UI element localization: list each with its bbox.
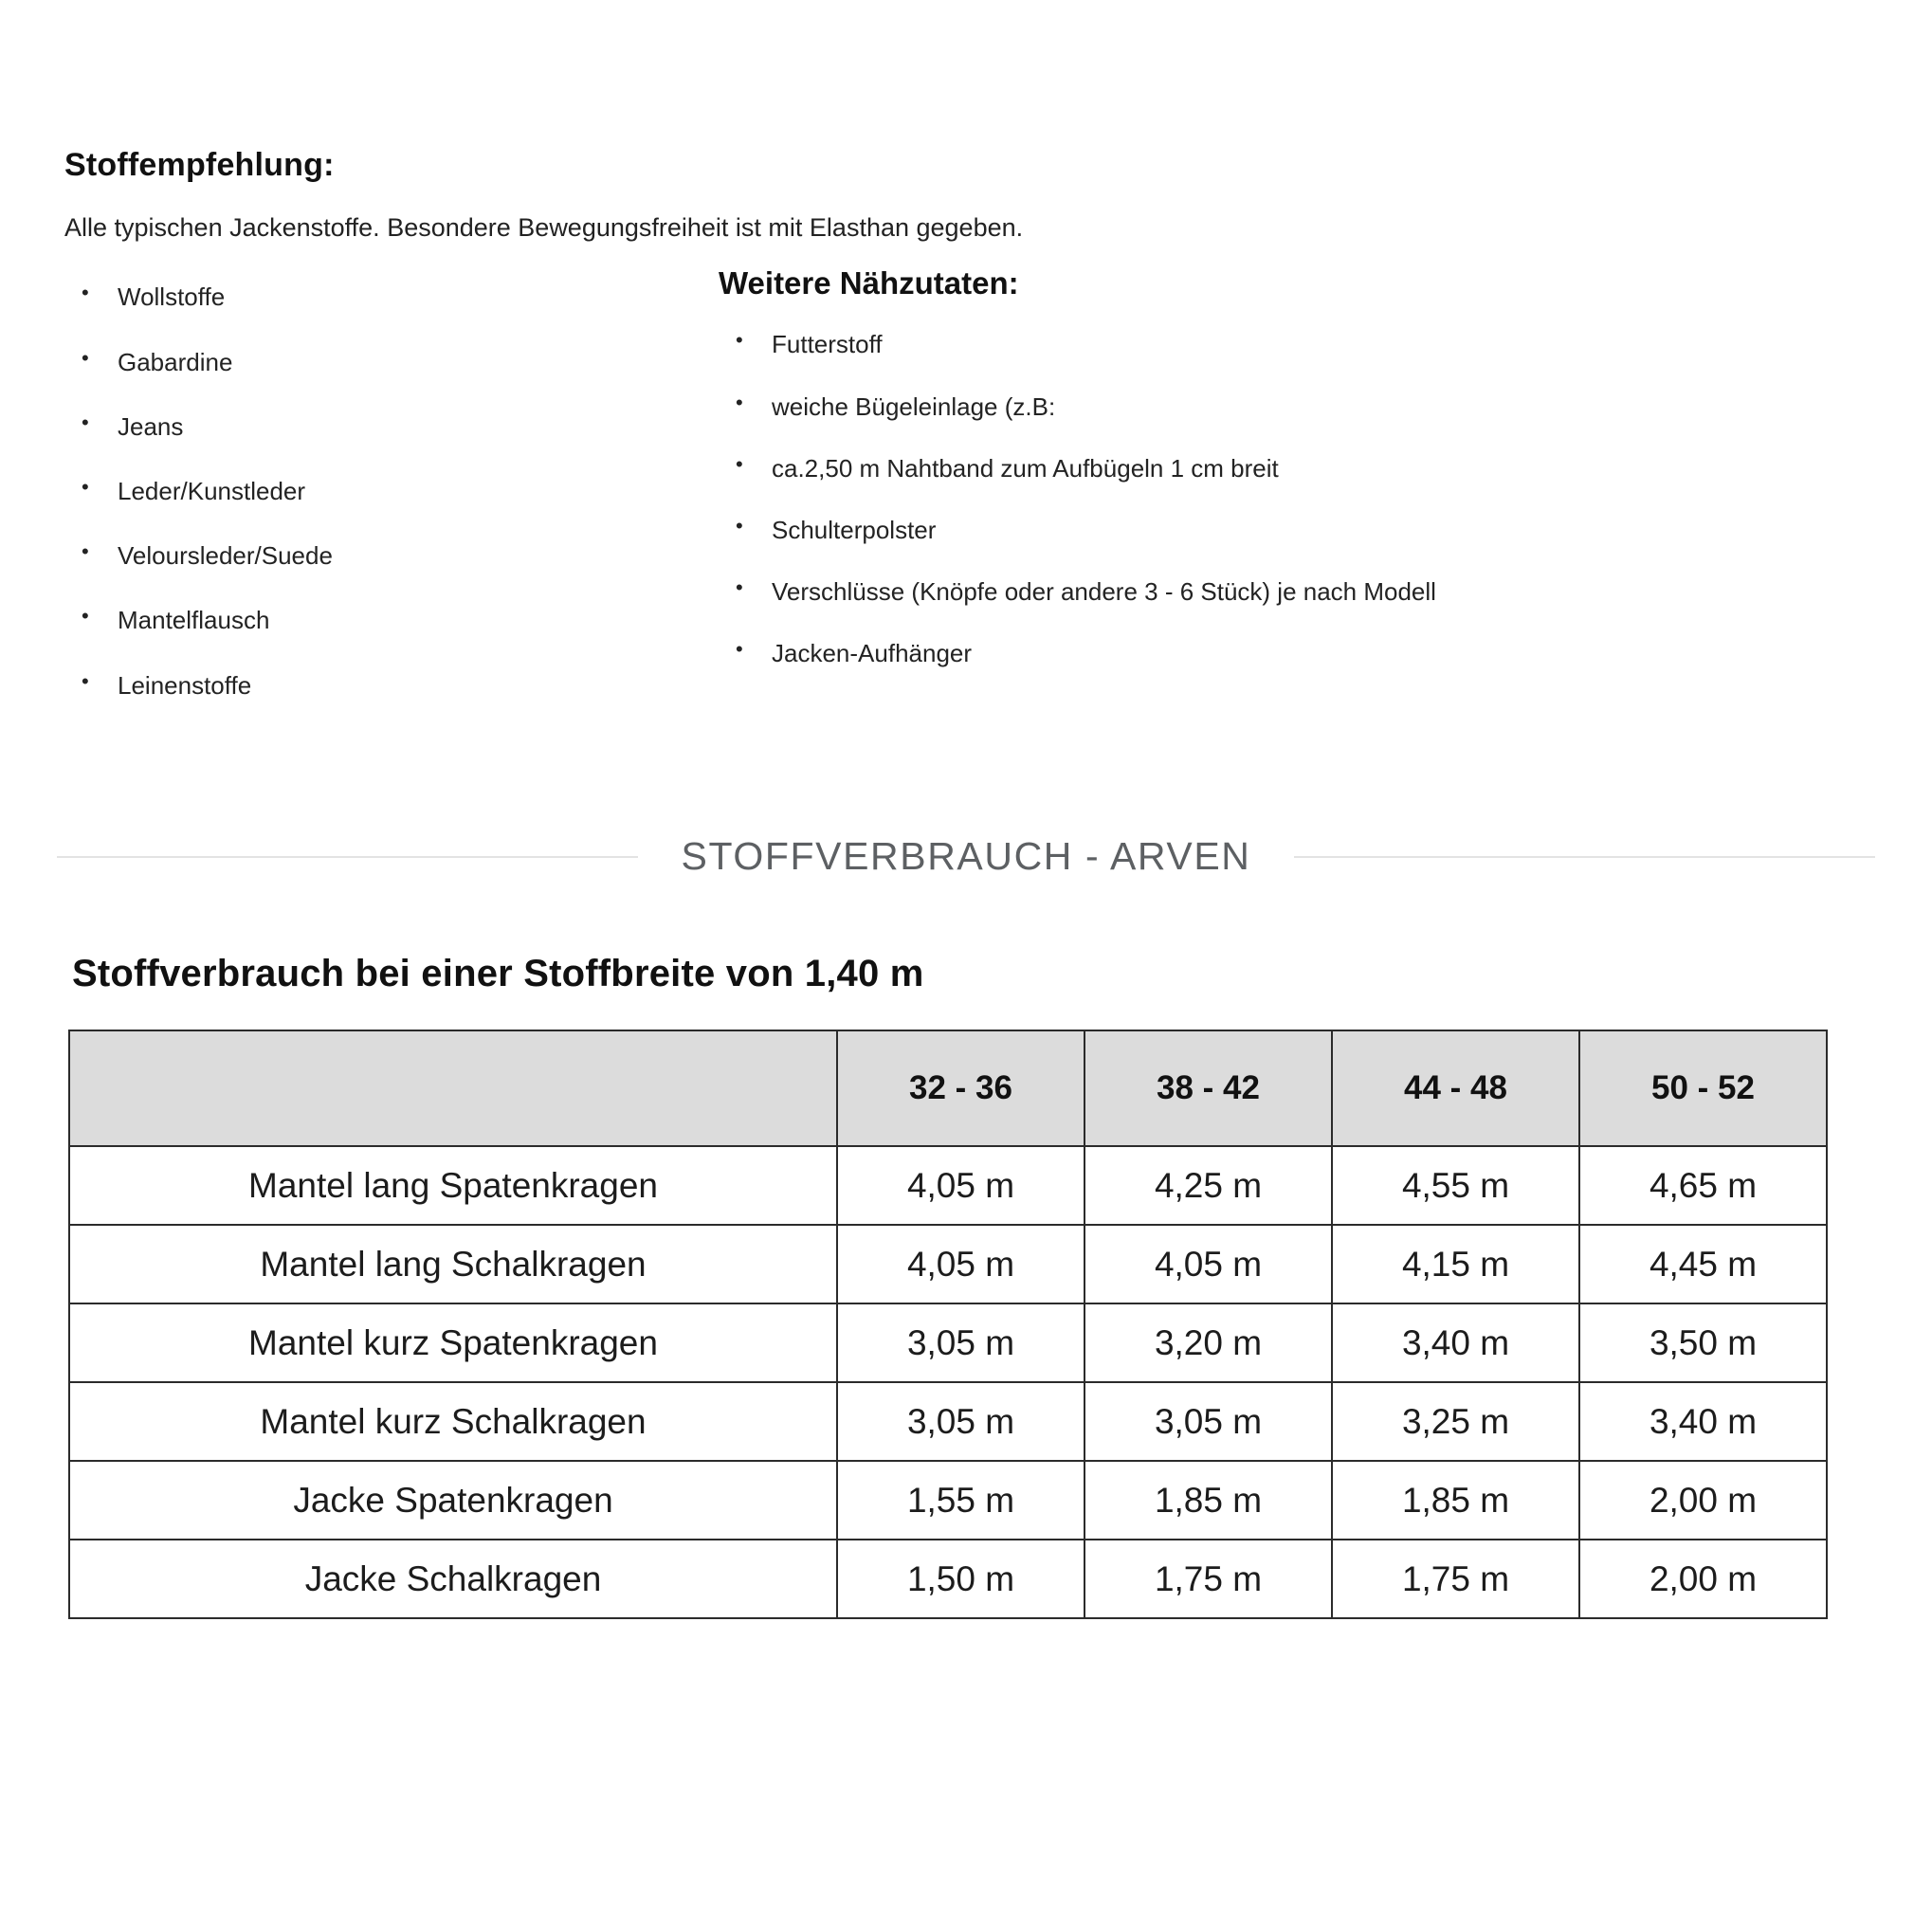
list-item: • Gabardine <box>64 348 719 377</box>
column-header-size-1: 32 - 36 <box>837 1030 1084 1146</box>
row-label: Mantel lang Schalkragen <box>69 1225 837 1303</box>
list-item: • Verschlüsse (Knöpfe oder andere 3 - 6 Stück) je nach Modell <box>719 577 1818 607</box>
notions-list <box>719 330 1818 668</box>
cell-value: 4,55 m <box>1332 1146 1579 1225</box>
cell-value: 4,25 m <box>1084 1146 1332 1225</box>
fabric-list <box>64 283 719 700</box>
table-header-row <box>69 1030 1827 1146</box>
column-header-size-2: 38 - 42 <box>1084 1030 1332 1146</box>
table-corner-cell <box>69 1030 837 1146</box>
list-item: • weiche Bügeleinlage (z.B: <box>719 392 1818 422</box>
cell-value: 4,05 m <box>837 1146 1084 1225</box>
divider-rule-left <box>57 856 638 858</box>
list-item: • Futterstoff <box>719 330 1818 359</box>
cell-value: 3,05 m <box>837 1382 1084 1461</box>
cell-value: 1,85 m <box>1084 1461 1332 1540</box>
cell-value: 3,05 m <box>1084 1382 1332 1461</box>
cell-value: 3,05 m <box>837 1303 1084 1382</box>
notions-column <box>719 265 1818 701</box>
table-row <box>69 1303 1827 1382</box>
cell-value: 1,55 m <box>837 1461 1084 1540</box>
column-header-size-3: 44 - 48 <box>1332 1030 1579 1146</box>
cell-value: 4,05 m <box>837 1225 1084 1303</box>
table-header <box>69 1030 1827 1146</box>
row-label: Jacke Schalkragen <box>69 1540 837 1618</box>
cell-value: 3,25 m <box>1332 1382 1579 1461</box>
cell-value: 1,75 m <box>1084 1540 1332 1618</box>
section-divider-title: STOFFVERBRAUCH - ARVEN <box>681 834 1251 878</box>
list-item: • Leinenstoffe <box>64 671 719 701</box>
row-label: Jacke Spatenkragen <box>69 1461 837 1540</box>
section-divider <box>57 834 1875 879</box>
cell-value: 1,85 m <box>1332 1461 1579 1540</box>
fabric-columns <box>64 265 1818 735</box>
table-row <box>69 1382 1827 1461</box>
cell-value: 2,00 m <box>1579 1540 1827 1618</box>
divider-rule-right <box>1294 856 1875 858</box>
list-item: • Leder/Kunstleder <box>64 477 719 506</box>
list-item: • Mantelflausch <box>64 606 719 635</box>
fabric-consumption-table <box>68 1030 1828 1619</box>
table-row <box>69 1540 1827 1618</box>
cell-value: 1,75 m <box>1332 1540 1579 1618</box>
row-label: Mantel lang Spatenkragen <box>69 1146 837 1225</box>
cell-value: 3,20 m <box>1084 1303 1332 1382</box>
table-row <box>69 1461 1827 1540</box>
cell-value: 3,40 m <box>1332 1303 1579 1382</box>
list-item: • Jacken-Aufhänger <box>719 639 1818 668</box>
notions-heading: Weitere Nähzutaten: <box>719 265 1019 301</box>
fabric-consumption-section <box>68 953 1879 1619</box>
table-title: Stoffverbrauch bei einer Stoffbreite von 1,40 m <box>72 953 924 994</box>
fabric-recommendation-heading: Stoffempfehlung: <box>64 147 335 183</box>
fabric-recommendation-section <box>64 147 1818 736</box>
fabric-recommendation-intro: Alle typischen Jackenstoffe. Besondere Bewegungsfreiheit ist mit Elasthan gegeben. <box>64 213 1024 242</box>
list-item: • Wollstoffe <box>64 283 719 312</box>
table-row <box>69 1225 1827 1303</box>
fabric-list-column <box>64 265 719 735</box>
cell-value: 3,40 m <box>1579 1382 1827 1461</box>
table-body <box>69 1146 1827 1618</box>
list-item: • Schulterpolster <box>719 516 1818 545</box>
cell-value: 4,65 m <box>1579 1146 1827 1225</box>
list-item: • Jeans <box>64 412 719 442</box>
cell-value: 3,50 m <box>1579 1303 1827 1382</box>
list-item: • ca.2,50 m Nahtband zum Aufbügeln 1 cm breit <box>719 454 1818 483</box>
row-label: Mantel kurz Spatenkragen <box>69 1303 837 1382</box>
cell-value: 4,05 m <box>1084 1225 1332 1303</box>
list-item: • Veloursleder/Suede <box>64 541 719 571</box>
cell-value: 2,00 m <box>1579 1461 1827 1540</box>
column-header-size-4: 50 - 52 <box>1579 1030 1827 1146</box>
cell-value: 4,15 m <box>1332 1225 1579 1303</box>
row-label: Mantel kurz Schalkragen <box>69 1382 837 1461</box>
table-row <box>69 1146 1827 1225</box>
cell-value: 4,45 m <box>1579 1225 1827 1303</box>
cell-value: 1,50 m <box>837 1540 1084 1618</box>
